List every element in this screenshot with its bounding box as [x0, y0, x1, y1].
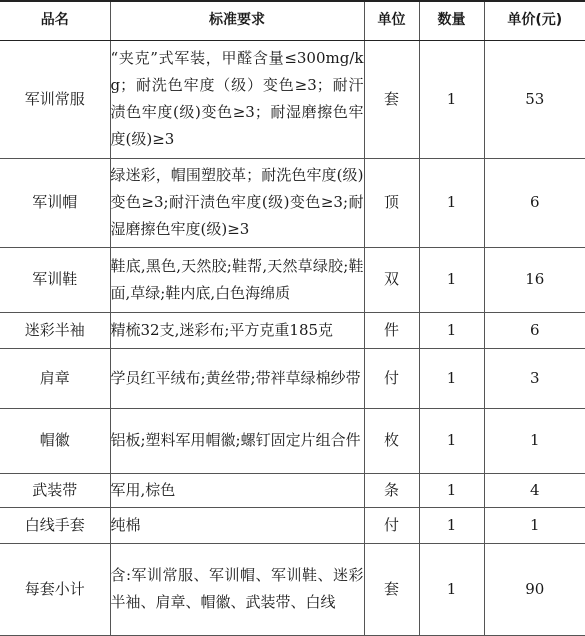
- cell-requirement: 军用,棕色: [110, 473, 364, 507]
- table-row: [0, 473, 585, 507]
- cell-name: 白线手套: [0, 507, 110, 543]
- cell-requirement: 纯棉: [110, 507, 364, 543]
- cell-price: 16: [484, 247, 585, 312]
- cell-price: 4: [484, 473, 585, 507]
- cell-price: 6: [484, 158, 585, 247]
- cell-price: 53: [484, 40, 585, 158]
- cell-name: 军训鞋: [0, 247, 110, 312]
- cell-quantity: 1: [419, 247, 484, 312]
- table-row: [0, 408, 585, 473]
- cell-requirement: 精梳32支,迷彩布;平方克重185克: [110, 312, 364, 348]
- cell-unit: 套: [364, 543, 419, 635]
- cell-unit: 顶: [364, 158, 419, 247]
- header-name: 品名: [0, 1, 110, 40]
- cell-requirement: 铝板;塑料军用帽徽;螺钉固定片组合件: [110, 408, 364, 473]
- cell-unit: 条: [364, 473, 419, 507]
- cell-price: 6: [484, 312, 585, 348]
- cell-name: 武装带: [0, 473, 110, 507]
- cell-requirement: 绿迷彩，帽围塑胶革；耐洗色牢度(级)变色≥3;耐汗渍色牢度(级)变色≥3;耐湿磨擦色牢度(级)≥3: [110, 158, 364, 247]
- cell-quantity: 1: [419, 348, 484, 408]
- cell-price: 1: [484, 507, 585, 543]
- cell-quantity: 1: [419, 40, 484, 158]
- cell-name: 每套小计: [0, 543, 110, 635]
- header-price: 单价(元): [484, 1, 585, 40]
- header-requirement: 标准要求: [110, 1, 364, 40]
- cell-price: 3: [484, 348, 585, 408]
- cell-unit: 双: [364, 247, 419, 312]
- cell-price: 90: [484, 543, 585, 635]
- cell-unit: 付: [364, 507, 419, 543]
- cell-quantity: 1: [419, 158, 484, 247]
- cell-price: 1: [484, 408, 585, 473]
- cell-quantity: 1: [419, 312, 484, 348]
- table-header-row: [0, 1, 585, 40]
- cell-name: 军训帽: [0, 158, 110, 247]
- cell-unit: 枚: [364, 408, 419, 473]
- table-row: [0, 247, 585, 312]
- table-row: [0, 312, 585, 348]
- table-row: [0, 348, 585, 408]
- cell-unit: 件: [364, 312, 419, 348]
- cell-requirement: 鞋底,黑色,天然胶;鞋帮,天然草绿胶;鞋面,草绿;鞋内底,白色海绵质: [110, 247, 364, 312]
- table-row: [0, 507, 585, 543]
- cell-requirement: “夹克”式军装，甲醛含量≤300mg/kg；耐洗色牢度（级）变色≥3；耐汗渍色牢度(级)变色≥3；耐湿磨擦色牢度(级)≥3: [110, 40, 364, 158]
- cell-name: 军训常服: [0, 40, 110, 158]
- cell-unit: 套: [364, 40, 419, 158]
- header-unit: 单位: [364, 1, 419, 40]
- header-quantity: 数量: [419, 1, 484, 40]
- cell-name: 肩章: [0, 348, 110, 408]
- cell-quantity: 1: [419, 543, 484, 635]
- cell-unit: 付: [364, 348, 419, 408]
- cell-requirement: 学员红平绒布;黄丝带;带袢草绿棉纱带: [110, 348, 364, 408]
- cell-quantity: 1: [419, 473, 484, 507]
- cell-requirement: 含:军训常服、军训帽、军训鞋、迷彩半袖、肩章、帽徽、武装带、白线: [110, 543, 364, 635]
- cell-quantity: 1: [419, 408, 484, 473]
- table-row: [0, 543, 585, 635]
- cell-name: 迷彩半袖: [0, 312, 110, 348]
- table-row: [0, 158, 585, 247]
- cell-quantity: 1: [419, 507, 484, 543]
- cell-name: 帽徽: [0, 408, 110, 473]
- table-row: [0, 40, 585, 158]
